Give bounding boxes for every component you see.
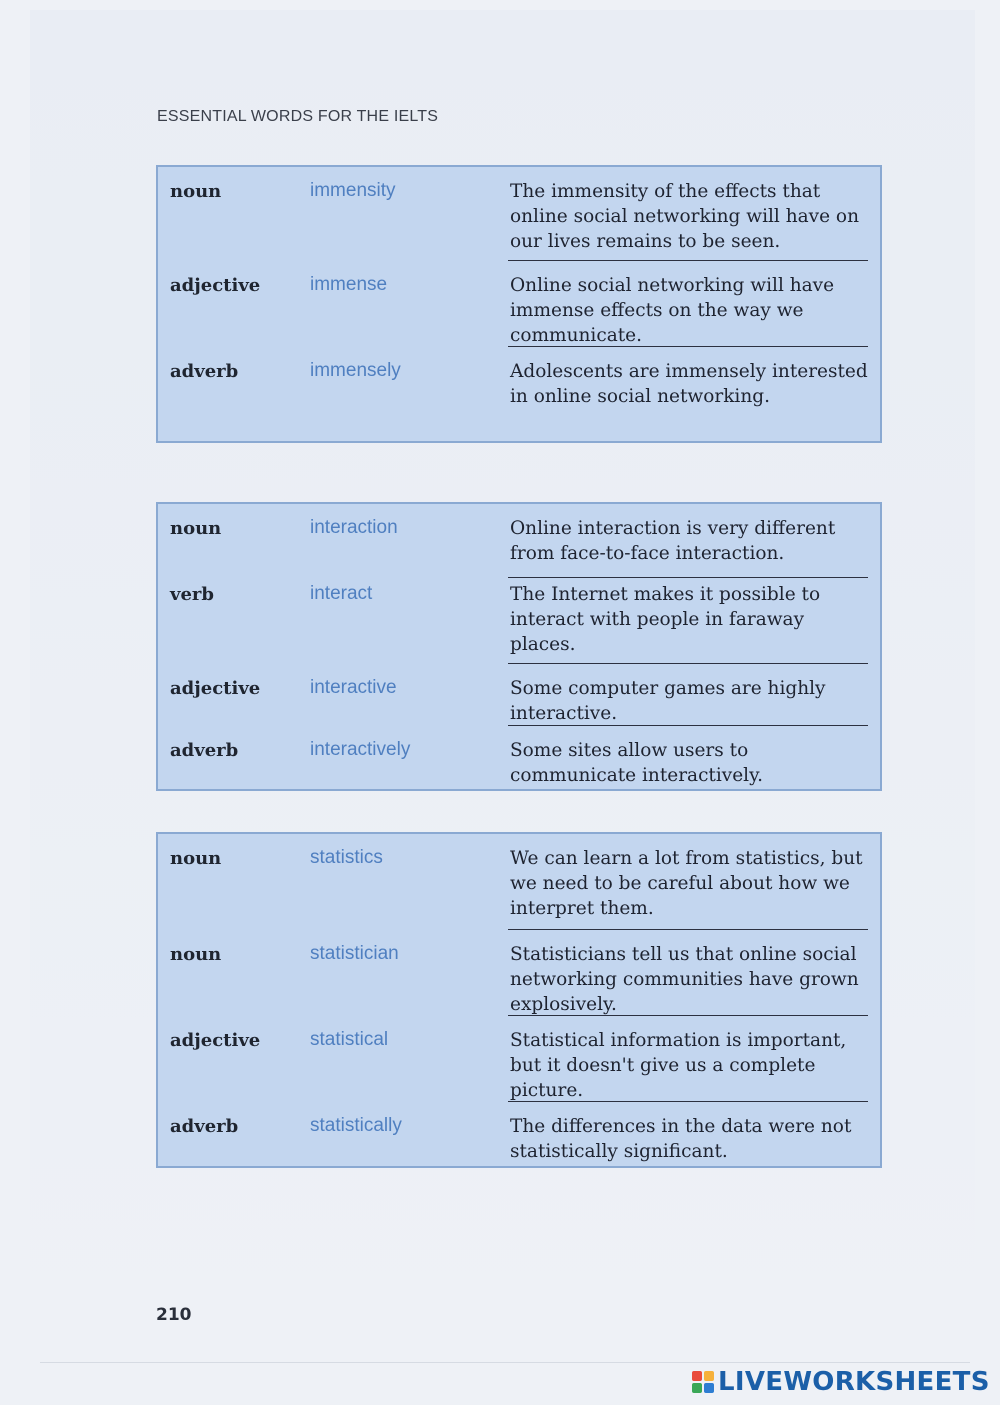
page-number: 210 xyxy=(156,1305,192,1325)
table-row xyxy=(158,834,880,930)
part-of-speech: noun xyxy=(170,848,222,869)
part-of-speech: adverb xyxy=(170,361,239,382)
table-row xyxy=(158,664,880,726)
part-of-speech: noun xyxy=(170,944,222,965)
word-form: interactive xyxy=(310,677,397,698)
logo-square xyxy=(692,1371,702,1381)
part-of-speech: adjective xyxy=(170,275,261,296)
example-sentence: The immensity of the effects that online social networking will have on our lives remains to be seen. xyxy=(510,181,859,252)
word-form: statistician xyxy=(310,943,399,964)
table-row xyxy=(158,167,880,261)
part-of-speech: adjective xyxy=(170,678,261,699)
example-sentence: Statistical information is important, but it doesn't give us a complete picture. xyxy=(510,1030,847,1101)
logo-square xyxy=(692,1383,702,1393)
part-of-speech: adverb xyxy=(170,740,239,761)
word-form: immensely xyxy=(310,360,401,381)
example-sentence: Adolescents are immensely interested in online social networking. xyxy=(510,361,868,407)
word-form: statistically xyxy=(310,1115,402,1136)
brand-name: LIVEWORKSHEETS xyxy=(718,1367,990,1397)
word-form: statistics xyxy=(310,847,383,868)
liveworksheets-brand[interactable] xyxy=(692,1366,990,1398)
part-of-speech: adjective xyxy=(170,1030,261,1051)
example-sentence: Online interaction is very different from face-to-face interaction. xyxy=(510,518,836,564)
logo-square xyxy=(704,1371,714,1381)
word-form: interact xyxy=(310,583,373,604)
word-family-table-interaction xyxy=(156,502,882,791)
example-sentence: Statisticians tell us that online social networking communities have grown explosively. xyxy=(510,944,859,1015)
example-sentence: Some computer games are highly interactive. xyxy=(510,678,826,724)
part-of-speech: adverb xyxy=(170,1116,239,1137)
part-of-speech: noun xyxy=(170,181,222,202)
table-row xyxy=(158,578,880,664)
example-sentence: Some sites allow users to communicate interactively. xyxy=(510,740,763,786)
page-header: ESSENTIAL WORDS FOR THE IELTS xyxy=(157,108,439,125)
part-of-speech: noun xyxy=(170,518,222,539)
table-row xyxy=(158,930,880,1016)
example-sentence: We can learn a lot from statistics, but we need to be careful about how we interpret them. xyxy=(510,848,863,919)
word-form: immense xyxy=(310,274,388,295)
part-of-speech: verb xyxy=(170,584,214,605)
example-sentence: The Internet makes it possible to interact with people in faraway places. xyxy=(510,584,821,655)
footer-divider xyxy=(40,1362,970,1363)
word-form: immensity xyxy=(310,180,396,201)
word-form: interactively xyxy=(310,739,411,760)
table-row xyxy=(158,261,880,347)
word-family-table-immensity xyxy=(156,165,882,443)
table-row xyxy=(158,726,880,790)
example-sentence: The differences in the data were not statistically significant. xyxy=(510,1116,852,1162)
table-row xyxy=(158,504,880,578)
table-row xyxy=(158,347,880,437)
example-sentence: Online social networking will have immense effects on the way we communicate. xyxy=(510,275,835,346)
logo-square xyxy=(704,1383,714,1393)
word-family-table-statistics xyxy=(156,832,882,1168)
word-form: interaction xyxy=(310,517,398,538)
table-row xyxy=(158,1016,880,1102)
liveworksheets-logo-icon xyxy=(692,1371,714,1393)
table-row xyxy=(158,1102,880,1166)
word-form: statistical xyxy=(310,1029,389,1050)
